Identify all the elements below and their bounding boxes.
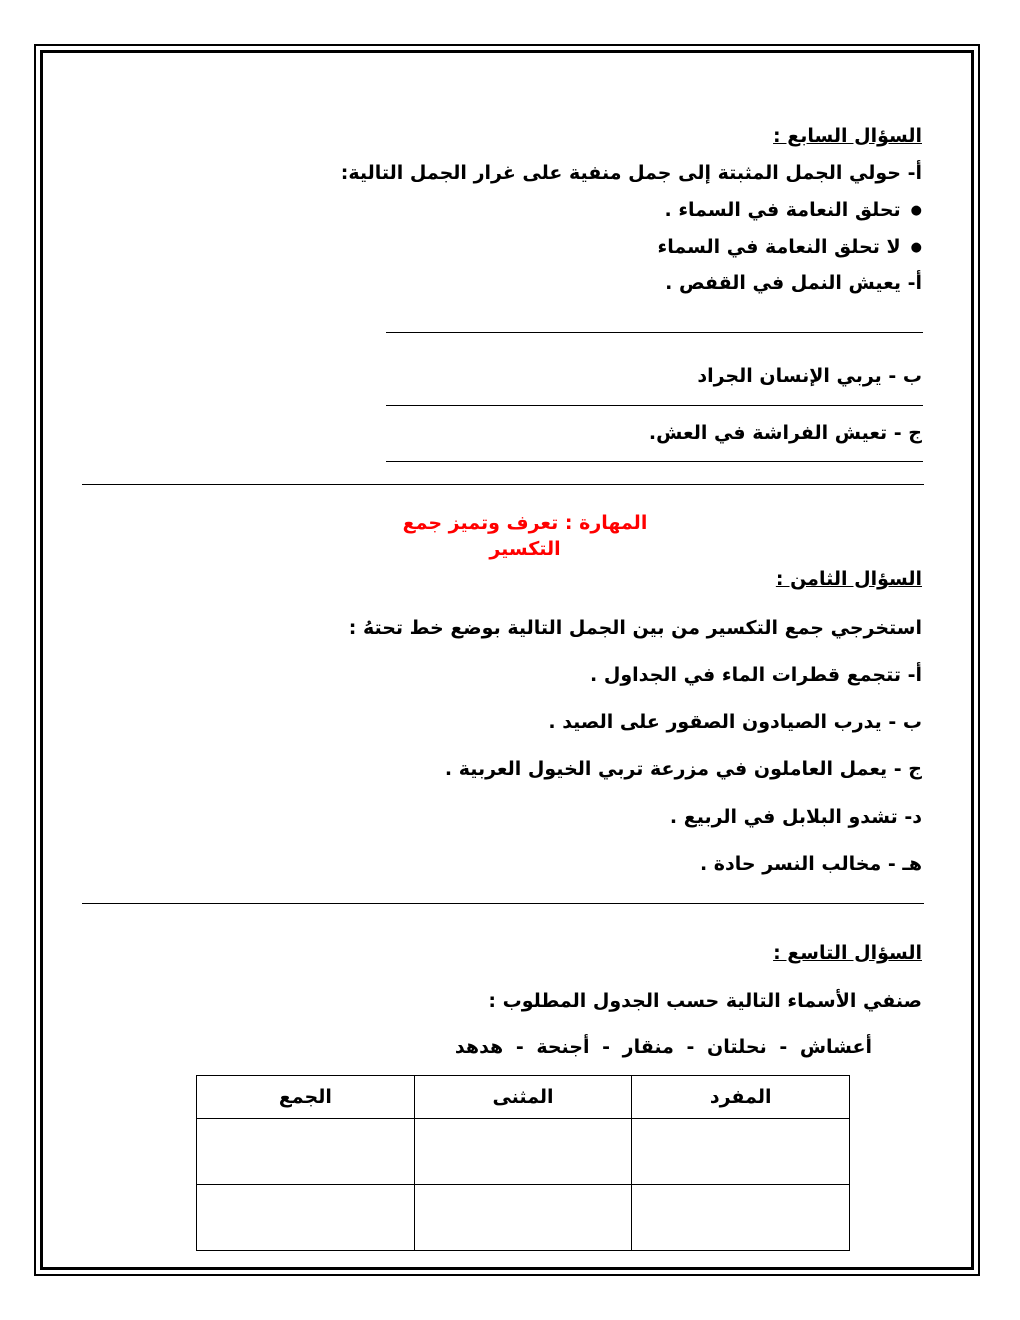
skill-heading: المهارة : تعرف وتميز جمع التكسير [402, 512, 648, 560]
table-row [197, 1185, 850, 1251]
answer-cell[interactable] [632, 1185, 850, 1251]
q7-example-1: ● تحلق النعامة في السماء . [664, 197, 922, 224]
q8-instruction: استخرجي جمع التكسير من بين الجمل التالية بوضع خط تحتهُ : [348, 617, 922, 639]
answer-line [386, 332, 923, 333]
q8-title: السؤال الثامن : [775, 568, 922, 590]
answer-cell[interactable] [197, 1119, 415, 1185]
answer-line [386, 405, 923, 406]
q8-item-e: هـ - مخالب النسر حادة . [699, 853, 922, 875]
section-divider [82, 903, 924, 904]
q7-item-b: ب - يربي الإنسان الجراد [697, 365, 922, 387]
section-divider [82, 484, 924, 485]
table-header-row [197, 1076, 850, 1119]
answer-cell[interactable] [632, 1119, 850, 1185]
q7-item-c: ج - تعيش الفراشة في العش. [648, 422, 922, 444]
q8-item-c: ج - يعمل العاملون في مزرعة تربي الخيول العربية . [444, 758, 922, 780]
answer-cell[interactable] [414, 1119, 632, 1185]
q9-title: السؤال التاسع : [773, 942, 922, 964]
answer-line [386, 461, 923, 462]
q7-instruction: أ- حولي الجمل المثبتة إلى جمل منفية على غرار الجمل التالية: [340, 162, 922, 184]
header-dual: المثنى [414, 1076, 632, 1119]
classification-table [196, 1075, 850, 1251]
q8-item-d: د- تشدو البلابل في الربيع . [669, 806, 922, 828]
q9-instruction: صنفي الأسماء التالية حسب الجدول المطلوب : [488, 990, 922, 1012]
q7-title: السؤال السابع : [773, 125, 922, 147]
q8-item-a: أ- تتجمع قطرات الماء في الجداول . [590, 664, 922, 686]
answer-cell[interactable] [414, 1185, 632, 1251]
q8-item-b: ب - يدرب الصيادون الصقور على الصيد . [548, 711, 922, 733]
q7-item-a: أ- يعيش النمل في القفص . [665, 272, 922, 294]
q7-example-2: ● لا تحلق النعامة في السماء [658, 234, 922, 261]
table-row [197, 1119, 850, 1185]
header-singular: المفرد [632, 1076, 850, 1119]
header-plural: الجمع [197, 1076, 415, 1119]
q9-word-list: أعشاش - نحلتان - منقار - أجنحة - هدهد [454, 1036, 872, 1058]
answer-cell[interactable] [197, 1185, 415, 1251]
